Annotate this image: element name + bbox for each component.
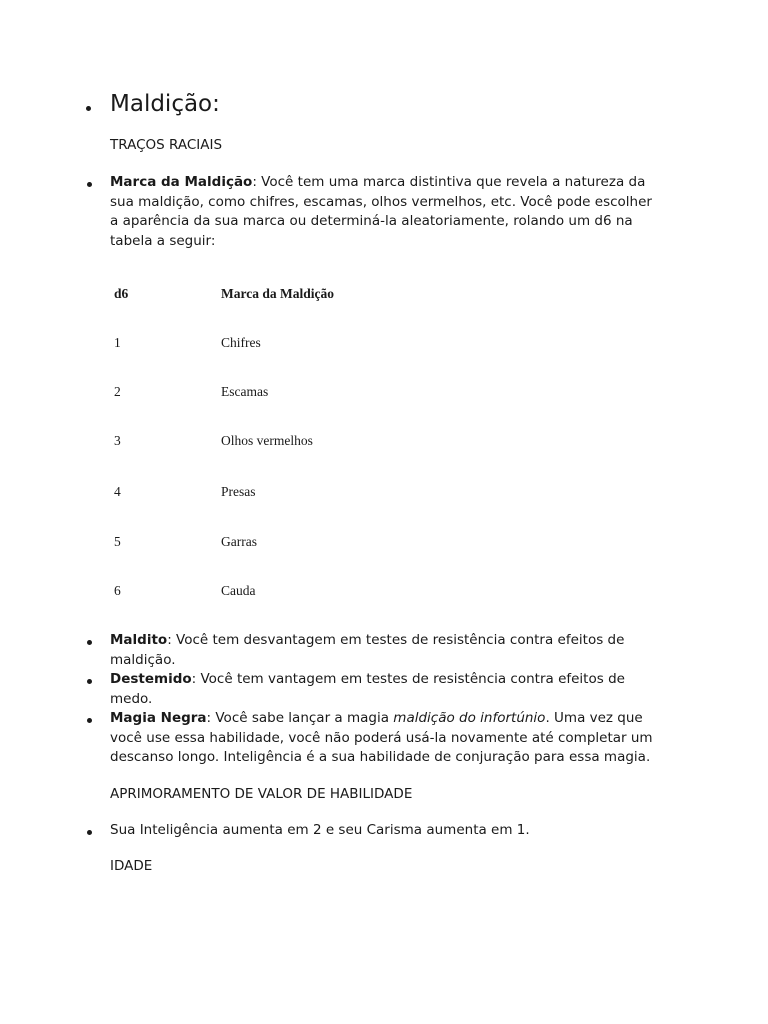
table-cell-mark: Chifres (221, 335, 261, 350)
table-cell-mark: Olhos vermelhos (221, 433, 313, 448)
trait-term: Marca da Maldição (110, 174, 253, 190)
table-header-row (114, 284, 534, 304)
table-row (114, 532, 534, 552)
trait-maldito (110, 631, 650, 670)
trait-text: tabela a seguir: (110, 232, 216, 249)
trait-destemido (110, 670, 650, 709)
trait-line (110, 631, 650, 651)
bullet-icon (87, 679, 92, 684)
trait-text: : Você tem uma marca distintiva que revela a natureza da (252, 174, 646, 190)
table-cell-mark: Cauda (221, 583, 256, 598)
trait-term: Destemido (110, 671, 192, 687)
spell-name: maldição do infortúnio (393, 710, 546, 726)
trait-text: : Você sabe lançar a magia (206, 710, 394, 726)
trait-text: a aparência da sua marca ou determiná-la aleatoriamente, rolando um d6 na (110, 213, 633, 229)
table-row (114, 482, 534, 502)
table-cell-roll: 6 (114, 583, 121, 598)
table-cell-mark: Garras (221, 534, 257, 549)
trait-text: maldição. (110, 651, 176, 668)
trait-text: : Você tem vantagem em testes de resistência contra efeitos de (191, 671, 625, 687)
trait-magia-negra (110, 709, 653, 768)
section-heading-racial-traits: TRAÇOS RACIAIS (110, 137, 223, 153)
table-cell-roll: 3 (114, 433, 121, 448)
trait-text: : Você tem desvantagem em testes de resistência contra efeitos de (167, 632, 625, 648)
table-row (114, 431, 534, 451)
page-title: Maldição: (110, 91, 220, 117)
table-row (114, 382, 534, 402)
section-heading-age: IDADE (110, 858, 153, 874)
trait-line (110, 709, 650, 729)
section-heading-ability-score: APRIMORAMENTO DE VALOR DE HABILIDADE (110, 786, 413, 802)
trait-term: Magia Negra (110, 710, 207, 726)
trait-term: Maldito (110, 632, 168, 648)
table-cell-mark: Escamas (221, 384, 269, 399)
bullet-icon (87, 640, 92, 645)
trait-line (110, 173, 650, 193)
trait-text: . Uma vez que (545, 710, 643, 726)
table-cell-roll: 4 (114, 484, 121, 499)
table-cell-roll: 2 (114, 384, 121, 399)
table-cell-roll: 5 (114, 534, 121, 549)
bullet-icon (87, 182, 92, 187)
bullet-icon (87, 830, 92, 835)
table-header-d6: d6 (114, 286, 129, 301)
table-cell-mark: Presas (221, 484, 256, 499)
table-header-mark: Marca da Maldição (221, 286, 334, 301)
trait-text: descanso longo. Inteligência é a sua habilidade de conjuração para essa magia. (110, 749, 651, 765)
trait-text: sua maldição, como chifres, escamas, olhos vermelhos, etc. Você pode escolher (110, 193, 652, 210)
ability-score-item: Sua Inteligência aumenta em 2 e seu Carisma aumenta em 1. (110, 822, 530, 838)
trait-line (110, 670, 650, 690)
trait-marca-da-maldicao (110, 173, 650, 251)
table-cell-roll: 1 (114, 335, 121, 350)
trait-text: medo. (110, 690, 153, 707)
table-row (114, 581, 534, 601)
trait-text: você use essa habilidade, você não poderá usá-la novamente até completar um (110, 729, 653, 746)
bullet-icon (87, 718, 92, 723)
bullet-icon (86, 106, 91, 111)
table-row (114, 333, 534, 353)
